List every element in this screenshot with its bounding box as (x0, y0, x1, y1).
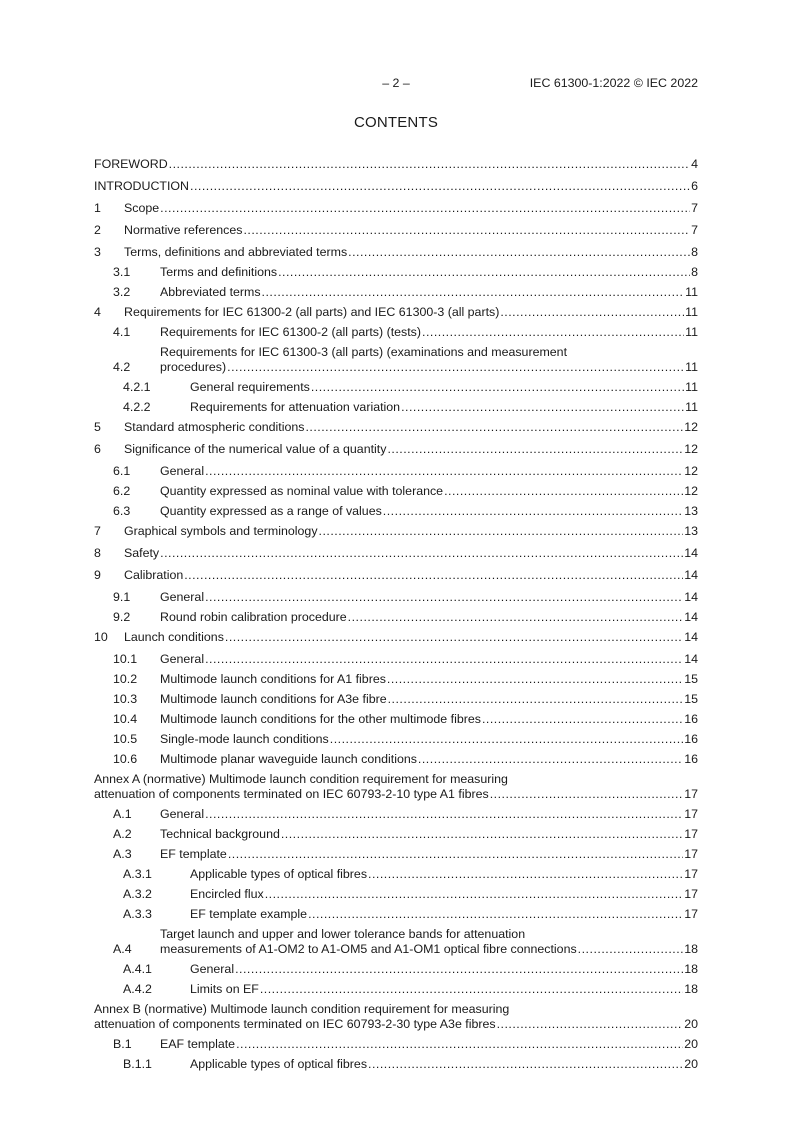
toc-entry-number: A.2 (113, 827, 132, 841)
toc-entry-number: B.1 (113, 1037, 132, 1051)
dot-leader (228, 847, 683, 862)
toc-entry[interactable] (94, 546, 698, 561)
document-id: IEC 61300-1:2022 © IEC 2022 (529, 76, 698, 90)
dot-leader (308, 907, 683, 922)
toc-entry[interactable] (94, 692, 698, 707)
toc-entry-number: A.3.2 (123, 887, 152, 901)
toc-entry-title: General (190, 962, 235, 976)
toc-entry-title: Terms, definitions and abbreviated terms (124, 245, 348, 259)
toc-entry-text (160, 732, 684, 747)
toc-entry-title: Requirements for IEC 61300-2 (all parts) (tests) (160, 325, 421, 339)
toc-entry[interactable] (94, 590, 698, 605)
toc-entry-title: Quantity expressed as nominal value with tolerance (160, 484, 444, 498)
toc-entry-number: 9 (94, 568, 101, 582)
contents-title: CONTENTS (353, 114, 439, 131)
toc-entry-title: Calibration (124, 568, 184, 582)
toc-entry[interactable] (94, 504, 698, 519)
toc-entry-page: 17 (684, 887, 698, 901)
toc-entry[interactable] (94, 179, 698, 194)
toc-entry-page: 11 (685, 360, 698, 374)
toc-entry-text (160, 752, 684, 767)
toc-entry-text (160, 692, 684, 707)
toc-entry-text (124, 223, 691, 238)
dot-leader (383, 504, 683, 519)
toc-entry-page: 13 (684, 504, 698, 518)
dot-leader (278, 265, 690, 280)
toc-entry-text (190, 887, 684, 902)
toc-entry-text (190, 867, 684, 882)
toc-entry[interactable] (94, 484, 698, 499)
toc-entry-page: 16 (684, 712, 698, 726)
dot-leader (418, 752, 683, 767)
toc-entry-title: Single-mode launch conditions (160, 732, 329, 746)
toc-entry-number: 7 (94, 524, 101, 538)
toc-entry-page: 12 (684, 464, 698, 478)
dot-leader (205, 590, 683, 605)
toc-entry-text (160, 847, 684, 862)
dot-leader (265, 887, 684, 902)
dot-leader (311, 380, 684, 395)
toc-entry[interactable] (94, 285, 698, 300)
toc-entry-page: 12 (684, 420, 698, 434)
dot-leader (444, 484, 683, 499)
toc-entry-page: 18 (684, 942, 698, 956)
toc-entry-number: 6.2 (113, 484, 131, 498)
toc-entry-title: attenuation of components terminated on IEC 60793-2-10 type A1 fibres (94, 787, 489, 801)
toc-entry-number: 9.1 (113, 590, 131, 604)
toc-entry[interactable] (94, 732, 698, 747)
toc-entry-number: 6 (94, 442, 101, 456)
dot-leader (190, 179, 690, 194)
toc-entry-number: 4 (94, 305, 101, 319)
toc-entry-title: General (160, 807, 205, 821)
toc-entry-title: Normative references (124, 223, 243, 237)
toc-entry-page: 14 (684, 590, 698, 604)
toc-entry-title-line1: Requirements for IEC 61300-3 (all parts) (examinations and measurement (160, 345, 568, 359)
toc-entry-title: Round robin calibration procedure (160, 610, 347, 624)
toc-entry-number: 6.1 (113, 464, 131, 478)
dot-leader (281, 827, 683, 842)
toc-entry-title: Significance of the numerical value of a quantity (124, 442, 387, 456)
dot-leader (490, 787, 684, 802)
toc-entry[interactable] (94, 807, 698, 822)
toc-entry-title: FOREWORD (94, 157, 168, 171)
toc-entry-title: Applicable types of optical fibres (190, 1057, 368, 1071)
dot-leader (497, 1017, 684, 1032)
page-number: – 2 – (382, 76, 410, 90)
table-of-contents (94, 157, 698, 1072)
dot-leader (260, 982, 683, 997)
toc-entry-title: General requirements (190, 380, 310, 394)
toc-entry-page: 11 (685, 380, 698, 394)
toc-entry[interactable] (94, 265, 698, 280)
toc-entry-text (124, 245, 691, 260)
toc-entry-page: 20 (684, 1037, 698, 1051)
toc-entry-page: 14 (684, 630, 698, 644)
toc-entry-text (190, 380, 685, 395)
toc-entry-title-line1: Annex A (normative) Multimode launch condition requirement for measuring (94, 772, 508, 786)
toc-entry-number: 10.6 (113, 752, 138, 766)
toc-entry-title: Abbreviated terms (160, 285, 261, 299)
toc-entry-page: 18 (684, 962, 698, 976)
toc-entry-text (160, 285, 685, 300)
dot-leader (160, 546, 683, 561)
toc-entry[interactable] (94, 712, 698, 727)
toc-entry-number: 3.1 (113, 265, 131, 279)
toc-entry-page: 17 (684, 787, 698, 801)
toc-entry[interactable] (94, 610, 698, 625)
toc-entry-title: Multimode launch conditions for A1 fibres (160, 672, 386, 686)
dot-leader (368, 867, 683, 882)
toc-entry-title: Multimode planar waveguide launch conditions (160, 752, 417, 766)
toc-entry-text (160, 464, 684, 479)
dot-leader (160, 201, 690, 216)
toc-entry-page: 17 (684, 907, 698, 921)
toc-entry[interactable] (94, 752, 698, 767)
toc-entry-title: Requirements for attenuation variation (190, 400, 401, 414)
toc-entry[interactable] (94, 827, 698, 842)
toc-entry[interactable] (94, 962, 698, 977)
toc-entry[interactable] (94, 524, 698, 539)
toc-entry-text (124, 524, 684, 539)
toc-entry[interactable] (94, 442, 698, 457)
toc-entry[interactable] (94, 652, 698, 667)
toc-entry-title: Multimode launch conditions for A3e fibre (160, 692, 387, 706)
toc-entry-number: A.3 (113, 847, 132, 861)
dot-leader (236, 1037, 683, 1052)
toc-entry-title: Safety (124, 546, 160, 560)
toc-entry-text (160, 504, 684, 519)
dot-leader (205, 652, 683, 667)
toc-entry-text (190, 907, 684, 922)
toc-entry[interactable] (94, 201, 698, 216)
dot-leader (243, 223, 690, 238)
toc-entry[interactable] (94, 772, 698, 802)
toc-entry-page: 8 (691, 245, 698, 259)
toc-entry-number: 4.2.2 (123, 400, 151, 414)
toc-entry[interactable] (94, 400, 698, 415)
toc-entry[interactable] (94, 325, 698, 340)
toc-entry-text (190, 1057, 684, 1072)
toc-entry-text (160, 927, 684, 957)
toc-entry-number: A.4.1 (123, 962, 152, 976)
toc-entry-text (160, 484, 684, 499)
toc-entry-page: 17 (684, 867, 698, 881)
toc-entry[interactable] (94, 568, 698, 583)
toc-entry[interactable] (94, 672, 698, 687)
toc-entry-number: 3.2 (113, 285, 131, 299)
toc-entry-number: 8 (94, 546, 101, 560)
toc-entry[interactable] (94, 380, 698, 395)
dot-leader (348, 610, 684, 625)
toc-entry-text (160, 1037, 684, 1052)
dot-leader (422, 325, 684, 340)
toc-entry-title: Terms and definitions (160, 265, 278, 279)
toc-entry-page: 6 (691, 179, 698, 193)
toc-entry-number: A.3.1 (123, 867, 152, 881)
toc-entry-title: General (160, 590, 205, 604)
dot-leader (184, 568, 683, 583)
toc-entry-page: 12 (684, 484, 698, 498)
toc-entry-page: 20 (684, 1017, 698, 1031)
toc-entry[interactable] (94, 982, 698, 997)
toc-entry-page: 14 (684, 610, 698, 624)
dot-leader (500, 305, 684, 320)
toc-entry-page: 11 (685, 305, 698, 319)
dot-leader (205, 464, 683, 479)
toc-entry-text (124, 201, 691, 216)
toc-entry-text (124, 546, 684, 561)
toc-entry[interactable] (94, 1002, 698, 1032)
toc-entry-text (124, 420, 684, 435)
dot-leader (388, 692, 684, 707)
toc-entry-number: 6.3 (113, 504, 131, 518)
toc-entry-title: procedures) (160, 360, 227, 374)
toc-entry[interactable] (94, 847, 698, 862)
toc-entry-text (160, 672, 684, 687)
toc-entry-number: 4.2 (113, 360, 131, 374)
toc-entry-number: 10.2 (113, 672, 138, 686)
dot-leader (225, 630, 683, 645)
toc-entry[interactable] (94, 630, 698, 645)
toc-entry-text (160, 807, 684, 822)
toc-entry-number: 2 (94, 223, 101, 237)
toc-entry-page: 16 (684, 732, 698, 746)
toc-entry-page: 14 (684, 546, 698, 560)
toc-entry-title: INTRODUCTION (94, 179, 189, 193)
toc-entry-text (190, 400, 685, 415)
toc-entry[interactable] (94, 907, 698, 922)
toc-entry-title-line1: Annex B (normative) Multimode launch condition requirement for measuring (94, 1002, 510, 1016)
toc-entry-text (124, 630, 684, 645)
toc-entry-page: 17 (684, 827, 698, 841)
toc-entry-page: 20 (684, 1057, 698, 1071)
toc-entry-number: 4.2.1 (123, 380, 151, 394)
toc-entry-title: attenuation of components terminated on IEC 60793-2-30 type A3e fibres (94, 1017, 496, 1031)
toc-entry-page: 14 (684, 652, 698, 666)
toc-entry-page: 13 (684, 524, 698, 538)
toc-entry[interactable] (94, 157, 698, 172)
toc-entry-title: EF template example (190, 907, 308, 921)
toc-entry-title: Requirements for IEC 61300-2 (all parts) and IEC 61300-3 (all parts) (124, 305, 500, 319)
toc-entry-text (160, 325, 685, 340)
toc-entry-number: A.3.3 (123, 907, 152, 921)
toc-entry-title: General (160, 464, 205, 478)
toc-entry-text (160, 712, 684, 727)
toc-entry[interactable] (94, 420, 698, 435)
toc-entry-number: 10.3 (113, 692, 138, 706)
toc-entry-title: Limits on EF (190, 982, 259, 996)
toc-entry-page: 7 (691, 223, 698, 237)
dot-leader (387, 442, 683, 457)
toc-entry-page: 15 (684, 692, 698, 706)
dot-leader (368, 1057, 683, 1072)
toc-entry-title: Multimode launch conditions for the other multimode fibres (160, 712, 481, 726)
toc-entry[interactable] (94, 345, 698, 375)
toc-entry-text (124, 568, 684, 583)
toc-entry[interactable] (94, 1037, 698, 1052)
toc-entry[interactable] (94, 245, 698, 260)
dot-leader (205, 807, 683, 822)
dot-leader (482, 712, 683, 727)
toc-entry-page: 11 (685, 400, 698, 414)
toc-entry-title: Quantity expressed as a range of values (160, 504, 382, 518)
toc-entry-number: 10.5 (113, 732, 138, 746)
toc-entry-title: General (160, 652, 205, 666)
dot-leader (330, 732, 683, 747)
toc-entry-title-line1: Target launch and upper and lower tolerance bands for attenuation (160, 927, 526, 941)
toc-entry-text (94, 1002, 684, 1032)
dot-leader (578, 942, 684, 957)
toc-entry-page: 15 (684, 672, 698, 686)
toc-entry-number: 1 (94, 201, 101, 215)
toc-entry-number: 5 (94, 420, 101, 434)
toc-entry-title: EAF template (160, 1037, 236, 1051)
toc-entry-number: A.4 (113, 942, 132, 956)
dot-leader (262, 285, 685, 300)
toc-entry-page: 14 (684, 568, 698, 582)
toc-entry-text (160, 590, 684, 605)
dot-leader (319, 524, 684, 539)
toc-entry-number: 10.1 (113, 652, 138, 666)
toc-entry[interactable] (94, 464, 698, 479)
toc-entry-text (160, 610, 684, 625)
toc-entry-page: 17 (684, 807, 698, 821)
toc-entry-text (160, 827, 684, 842)
page-header (94, 76, 698, 92)
toc-entry-number: A.1 (113, 807, 132, 821)
toc-entry-number: A.4.2 (123, 982, 152, 996)
toc-entry-title: measurements of A1-OM2 to A1-OM5 and A1-OM1 optical fibre connections (160, 942, 577, 956)
toc-entry-title: Graphical symbols and terminology (124, 524, 318, 538)
toc-entry-text (94, 157, 691, 172)
toc-entry-text (94, 179, 691, 194)
toc-entry-page: 12 (684, 442, 698, 456)
toc-entry-text (190, 962, 684, 977)
dot-leader (401, 400, 684, 415)
dot-leader (235, 962, 683, 977)
toc-entry-title: Encircled flux (190, 887, 264, 901)
toc-entry-title: Launch conditions (124, 630, 224, 644)
toc-entry[interactable] (94, 927, 698, 957)
toc-entry-page: 4 (691, 157, 698, 171)
toc-entry[interactable] (94, 887, 698, 902)
toc-entry-title: EF template (160, 847, 227, 861)
toc-entry-number: 9.2 (113, 610, 131, 624)
toc-entry-number: 3 (94, 245, 101, 259)
toc-entry-text (160, 265, 691, 280)
toc-entry-title: Standard atmospheric conditions (124, 420, 305, 434)
toc-entry-number: 10.4 (113, 712, 138, 726)
toc-entry-text (124, 442, 684, 457)
toc-entry-page: 7 (691, 201, 698, 215)
toc-entry-title: Scope (124, 201, 160, 215)
toc-entry-number: 4.1 (113, 325, 131, 339)
toc-entry-text (124, 305, 685, 320)
toc-entry-page: 18 (684, 982, 698, 996)
toc-entry[interactable] (94, 867, 698, 882)
toc-entry-page: 11 (685, 325, 698, 339)
toc-entry-text (160, 345, 685, 375)
toc-entry-page: 17 (684, 847, 698, 861)
dot-leader (348, 245, 690, 260)
toc-entry[interactable] (94, 1057, 698, 1072)
toc-entry-title: Applicable types of optical fibres (190, 867, 368, 881)
toc-entry-number: 10 (94, 630, 108, 644)
toc-entry-text (94, 772, 684, 802)
dot-leader (169, 157, 690, 172)
toc-entry-page: 11 (685, 285, 698, 299)
toc-entry-number: B.1.1 (123, 1057, 152, 1071)
toc-entry[interactable] (94, 305, 698, 320)
toc-entry-text (190, 982, 684, 997)
toc-entry-page: 8 (691, 265, 698, 279)
dot-leader (387, 672, 683, 687)
toc-entry[interactable] (94, 223, 698, 238)
dot-leader (227, 360, 684, 375)
toc-entry-page: 16 (684, 752, 698, 766)
toc-entry-title: Technical background (160, 827, 280, 841)
toc-entry-text (160, 652, 684, 667)
dot-leader (305, 420, 683, 435)
